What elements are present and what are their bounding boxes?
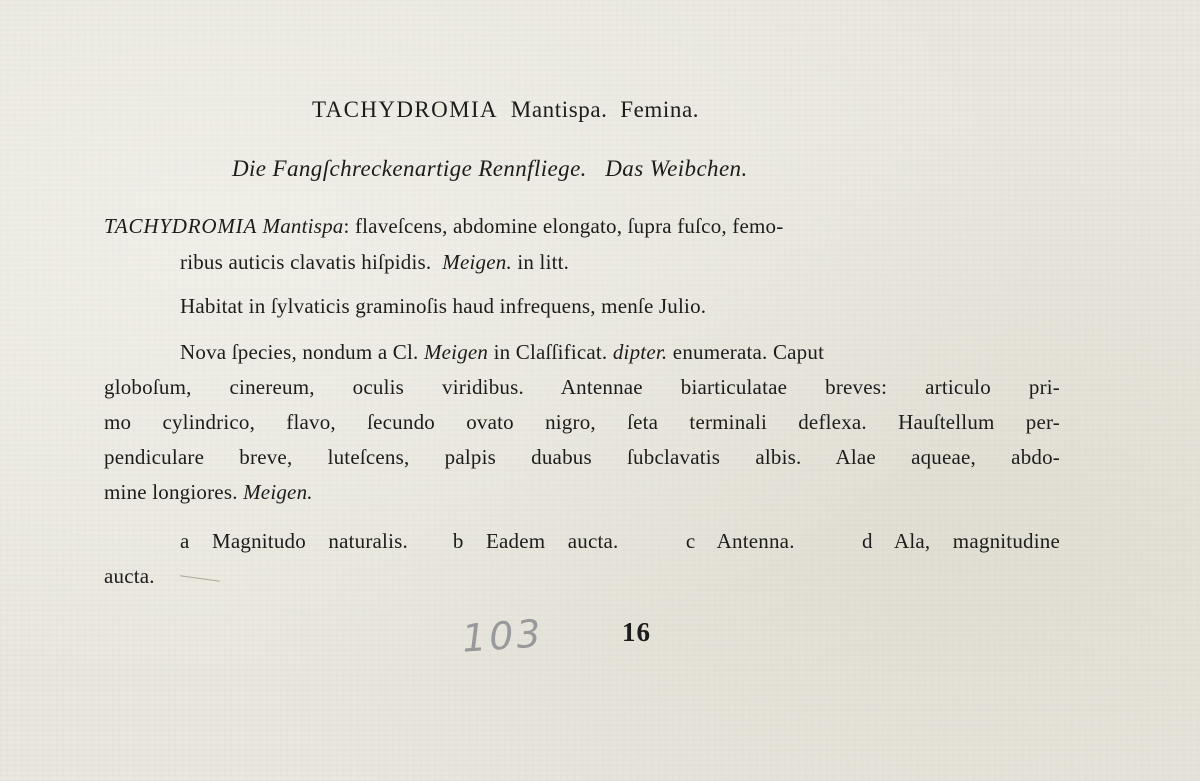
diagnosis-tail: in litt. bbox=[517, 250, 570, 274]
description-line-4: pendiculare breve, luteſcens, palpis duabus ſubclavatis albis. Alae aqueae, abdo- bbox=[104, 445, 1060, 469]
description-text-1c: enumerata. Caput bbox=[672, 340, 825, 364]
page-title bbox=[312, 96, 699, 124]
description-line-1 bbox=[180, 338, 824, 366]
description-dipter: dipter. bbox=[612, 340, 668, 364]
diagnosis-species: Mantispa bbox=[262, 214, 344, 238]
diagnosis-line-2 bbox=[180, 248, 569, 276]
description-text-5: mine longiores. bbox=[104, 480, 238, 504]
page-number: 16 bbox=[622, 617, 651, 647]
diagnosis-author: Meigen. bbox=[442, 250, 512, 274]
figure-legend-line-2: aucta. bbox=[104, 564, 155, 588]
description-line-3: mo cylindrico, flavo, ſecundo ovato nigro, ſeta terminali deflexa. Hauſtellum per- bbox=[104, 410, 1060, 434]
figure-legend-line-1: a Magnitudo naturalis. b Eadem aucta. c Antenna. d Ala, magnitudine bbox=[180, 529, 1060, 553]
description-text-1b: in Claſſificat. bbox=[493, 340, 608, 364]
printer-mark bbox=[180, 575, 220, 582]
description-line-2: globoſum, cinereum, oculis viridibus. Antennae biarticulatae breves: articulo pri- bbox=[104, 375, 1060, 399]
title-sex: Femina. bbox=[620, 97, 700, 122]
description-author-5: Meigen. bbox=[243, 480, 313, 504]
title-species: Mantispa. bbox=[510, 97, 608, 122]
subtitle-common-name: Die Fangſchreckenartige Rennfliege. bbox=[232, 156, 587, 181]
pencil-annotation: 103 bbox=[460, 611, 545, 661]
title-genus: TACHYDROMIA bbox=[312, 97, 499, 122]
description-text-1a: Nova ſpecies, nondum a Cl. bbox=[180, 340, 419, 364]
diagnosis-genus: TACHYDROMIA bbox=[104, 214, 258, 238]
description-line-5 bbox=[104, 478, 313, 506]
description-author-1: Meigen bbox=[423, 340, 489, 364]
page-subtitle bbox=[232, 155, 748, 183]
subtitle-sex: Das Weibchen. bbox=[605, 156, 748, 181]
diagnosis-text-1: : flaveſcens, abdomine elongato, ſupra fuſco, femo- bbox=[343, 214, 784, 238]
diagnosis-line-1 bbox=[104, 212, 783, 240]
habitat-paragraph bbox=[180, 292, 706, 320]
diagnosis-text-2: ribus auticis clavatis hiſpidis. bbox=[180, 250, 432, 274]
habitat-text: Habitat in ſylvaticis graminoſis haud infrequens, menſe Julio. bbox=[180, 294, 707, 318]
